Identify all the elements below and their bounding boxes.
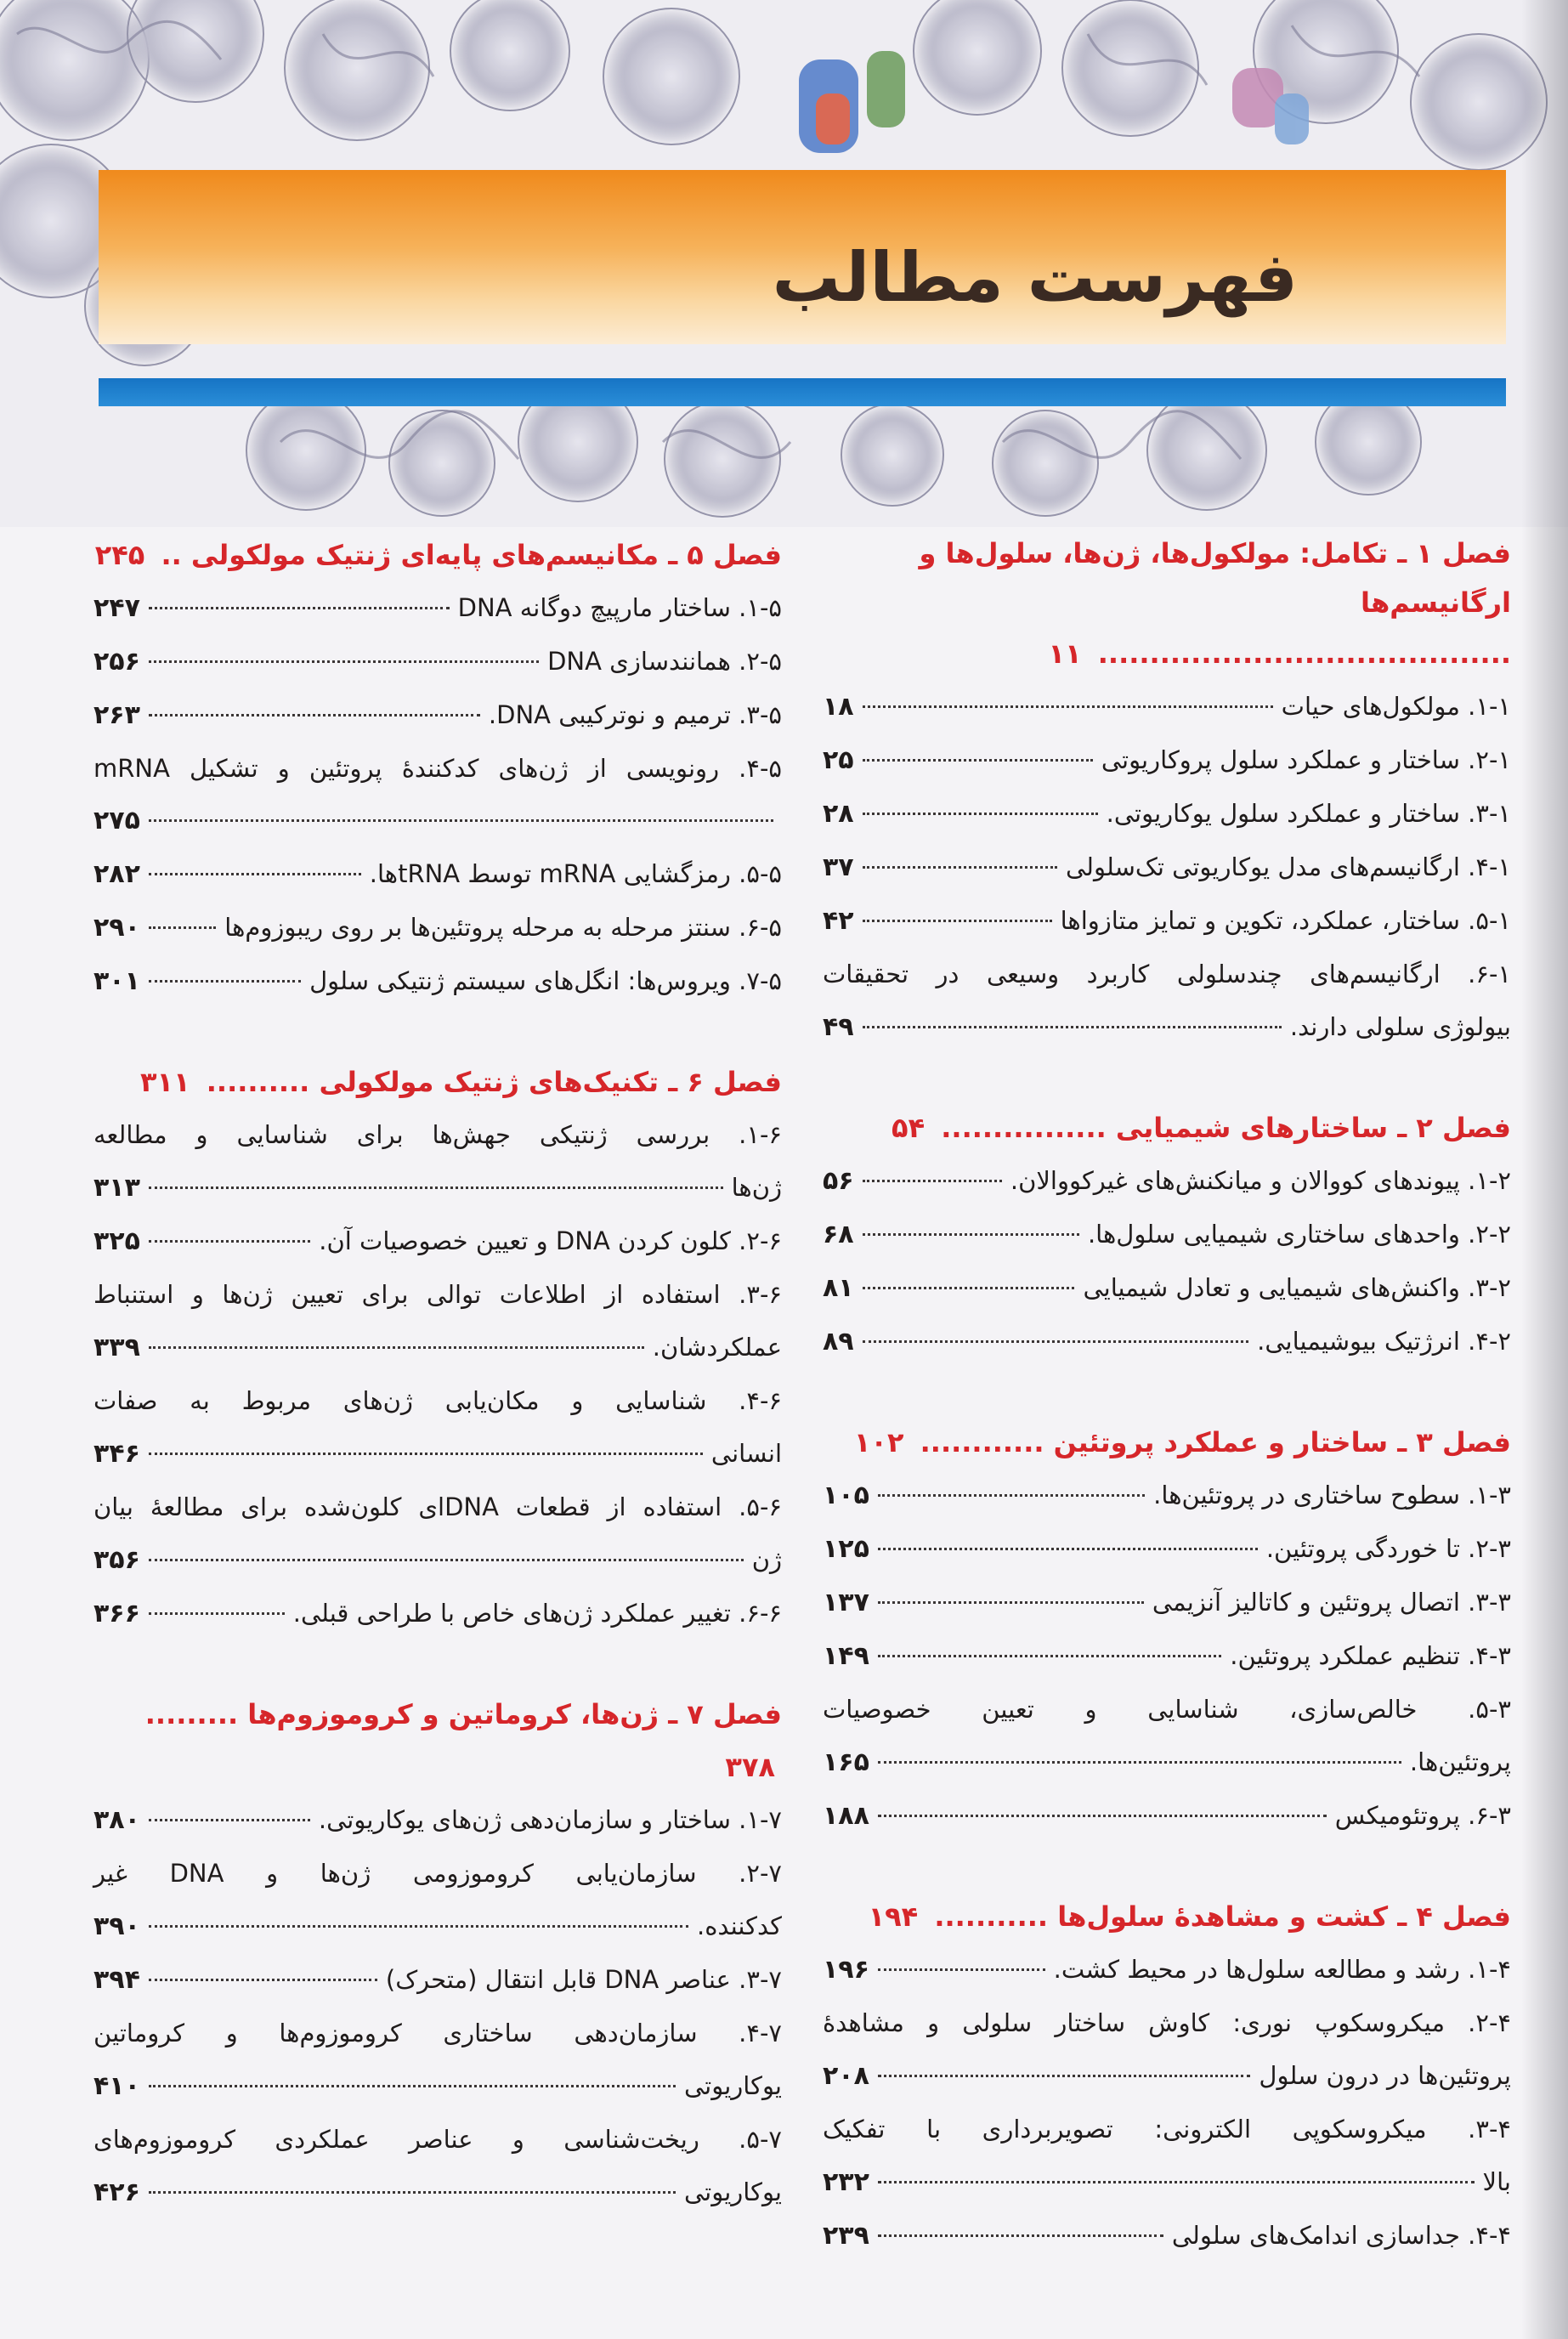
dot-leader: ......... xyxy=(144,1698,239,1730)
entry-page: ۳۷ xyxy=(823,852,854,882)
dot-leader xyxy=(878,1494,1145,1497)
entry-page: ۱۳۷ xyxy=(823,1588,869,1617)
entry-title-cont: یوکاریوتی xyxy=(684,2071,782,2100)
entry-page: ۸۹ xyxy=(823,1327,854,1356)
toc-entry[interactable] xyxy=(93,901,782,954)
dot-leader: .. xyxy=(161,539,182,571)
page-title: فهرست مطالب xyxy=(772,238,1298,317)
entry-title: ۲-۵. همانندسازی DNA xyxy=(547,647,782,676)
entry-title: ۵-۵. رمزگشایی mRNA توسط tRNAها. xyxy=(369,859,782,888)
chapter-page: ۵۴ xyxy=(892,1112,926,1144)
dot-leader: .......... xyxy=(206,1066,310,1098)
dot-leader xyxy=(878,1655,1221,1657)
dot-leader xyxy=(863,920,1052,922)
entry-title: ۶-۱. ارگانیسم‌های چندسلولی کاربرد وسیعی در تحقیقات xyxy=(823,960,1511,988)
toc-entry[interactable] xyxy=(93,1587,782,1640)
chapter-page: ۱۹۴ xyxy=(868,1900,919,1933)
toc-entry[interactable] xyxy=(823,948,1511,1054)
chapter-heading[interactable] xyxy=(93,529,782,581)
entry-title: ۳-۱. ساختار و عملکرد سلول یوکاریوتی. xyxy=(1106,799,1511,828)
entry-page: ۲۸ xyxy=(823,799,854,829)
entry-line2 xyxy=(823,2155,1511,2209)
dot-leader xyxy=(863,1026,1282,1028)
entry-title: ۴-۴. جداسازی اندامک‌های سلولی xyxy=(1171,2221,1511,2250)
entry-page: ۴۹ xyxy=(823,1012,854,1042)
entry-title: ۳-۳. اتصال پروتئین و کاتالیز آنزیمی xyxy=(1152,1588,1511,1617)
chapter-page: ۱۱ xyxy=(1048,637,1082,670)
dot-leader xyxy=(149,1925,688,1928)
entry-page: ۲۸۲ xyxy=(93,859,140,889)
entry-line2 xyxy=(93,1900,782,1953)
chapter-3 xyxy=(823,1416,1511,1843)
dot-leader xyxy=(878,2075,1250,2077)
toc-entry[interactable] xyxy=(823,1154,1511,1208)
dot-leader xyxy=(149,607,450,609)
entry-page: ۳۹۴ xyxy=(93,1965,140,1995)
entry-page: ۳۶۶ xyxy=(93,1599,140,1628)
dot-leader xyxy=(149,1819,310,1821)
entry-title: ۵-۷. ریخت‌شناسی و عناصر عملکردی کروموزوم‌های xyxy=(93,2125,782,2154)
toc-entry[interactable] xyxy=(93,1953,782,2007)
toc-entry[interactable] xyxy=(823,1629,1511,1683)
entry-page: ۱۶۵ xyxy=(823,1747,869,1777)
entry-line2 xyxy=(93,1161,782,1215)
entry-page: ۶۸ xyxy=(823,1220,854,1249)
entry-line2 xyxy=(93,2166,782,2219)
dot-leader xyxy=(878,1968,1045,1971)
dot-leader xyxy=(863,1340,1249,1343)
entry-title: ۲-۴. میکروسکوپ نوری: کاوش ساختار سلولی و مشاهدهٔ xyxy=(823,2008,1511,2037)
toc-entry[interactable] xyxy=(823,733,1511,787)
dot-leader xyxy=(149,714,480,716)
dot-leader xyxy=(149,1979,377,1981)
chapter-title: فصل ۱ ـ تکامل: مولکول‌ها، ژن‌ها، سلول‌ها و ارگانیسم‌ها xyxy=(919,537,1511,619)
entry-title: ۴-۱. ارگانیسم‌های مدل یوکاریوتی تک‌سلولی xyxy=(1066,852,1511,881)
entry-title: ۴-۳. تنظیم عملکرد پروتئین. xyxy=(1230,1641,1511,1670)
dot-leader xyxy=(863,1287,1075,1289)
entry-page: ۱۰۵ xyxy=(823,1481,869,1510)
entry-page: ۱۸۸ xyxy=(823,1801,869,1831)
entry-title: ۶-۵. سنتز مرحله به مرحله پروتئین‌ها بر روی ریبوزوم‌ها xyxy=(224,913,782,942)
toc-entry[interactable] xyxy=(93,2007,782,2113)
dot-leader xyxy=(149,2085,676,2087)
chapter-page-line xyxy=(823,627,1511,680)
entry-page: ۸۱ xyxy=(823,1273,854,1303)
toc-entry[interactable] xyxy=(823,680,1511,733)
dot-leader: ........................................ xyxy=(1097,637,1511,670)
chapter-title: فصل ۷ ـ ژن‌ها، کروماتین و کروموزوم‌ها xyxy=(247,1698,782,1730)
dot-leader xyxy=(149,1346,644,1349)
dot-leader xyxy=(878,1761,1401,1764)
toc-column-right xyxy=(823,529,1511,2310)
toc-entry[interactable] xyxy=(93,1481,782,1587)
dot-leader: ........... xyxy=(934,1900,1049,1933)
chapter-1 xyxy=(823,529,1511,1054)
dot-leader xyxy=(863,1233,1079,1236)
entry-page: ۳۰۱ xyxy=(93,966,140,996)
toc-entry[interactable] xyxy=(823,1996,1511,2103)
title-banner xyxy=(99,170,1506,344)
entry-title: ۷-۵. ویروس‌ها: انگل‌های سیستم ژنتیکی سلول xyxy=(309,966,782,995)
dot-leader xyxy=(149,660,539,663)
entry-title-cont: پروتئین‌ها در درون سلول xyxy=(1259,2061,1511,2090)
toc-entry[interactable] xyxy=(823,1522,1511,1576)
entry-page: ۱۹۶ xyxy=(823,1955,869,1985)
entry-title: ۳-۲. واکنش‌های شیمیایی و تعادل شیمیایی xyxy=(1083,1273,1511,1302)
toc-entry[interactable] xyxy=(93,635,782,688)
chapter-heading[interactable] xyxy=(93,1056,782,1108)
chapter-page: ۳۱۱ xyxy=(140,1066,190,1098)
toc-entry[interactable] xyxy=(823,1576,1511,1629)
toc-entry[interactable] xyxy=(93,954,782,1008)
entry-line2 xyxy=(93,1321,782,1374)
chapter-6 xyxy=(93,1056,782,1640)
entry-title: ۲-۷. سازمان‌یابی کروموزومی ژن‌ها و DNA غیر xyxy=(93,1859,782,1888)
dot-leader xyxy=(878,1601,1144,1604)
entry-title-cont: یوکاریوتی xyxy=(684,2178,782,2206)
entry-title: ۳-۷. عناصر DNA قابل انتقال (متحرک) xyxy=(385,1965,782,1994)
entry-title: ۵-۱. ساختار، عملکرد، تکوین و تمایز متازواها xyxy=(1060,906,1511,935)
entry-page: ۳۹۰ xyxy=(93,1911,140,1941)
chapter-title: فصل ۵ ـ مکانیسم‌های پایه‌ای ژنتیک مولکولی xyxy=(190,539,782,571)
chapter-heading[interactable] xyxy=(823,529,1511,680)
entry-title: ۱-۴. رشد و مطالعه سلول‌ها در محیط کشت. xyxy=(1053,1955,1511,1984)
entry-title: ۱-۶. بررسی ژنتیکی جهش‌ها برای شناسایی و مطالعه xyxy=(93,1120,782,1149)
entry-page: ۴۲ xyxy=(823,906,854,936)
entry-page: ۳۴۶ xyxy=(93,1439,140,1469)
dot-leader xyxy=(878,2181,1475,2183)
toc-entry[interactable] xyxy=(93,742,782,847)
dot-leader xyxy=(878,2234,1163,2237)
dot-leader xyxy=(149,1240,310,1243)
toc-entry[interactable] xyxy=(93,1268,782,1374)
entry-title: ۲-۳. تا خوردگی پروتئین. xyxy=(1265,1534,1511,1563)
entry-page: ۵۶ xyxy=(823,1166,854,1196)
toc-entry[interactable] xyxy=(823,1469,1511,1522)
entry-title: ۴-۶. شناسایی و مکان‌یابی ژن‌های مربوط به صفات xyxy=(93,1386,782,1415)
entry-line2 xyxy=(93,1427,782,1481)
entry-page: ۳۸۰ xyxy=(93,1805,140,1835)
toc-entry[interactable] xyxy=(823,2103,1511,2209)
entry-title-cont: ژن xyxy=(751,1545,782,1574)
entry-line2 xyxy=(93,1533,782,1587)
title-underline-bar xyxy=(99,378,1506,406)
entry-title-cont: کدکننده. xyxy=(697,1911,782,1940)
dot-leader xyxy=(863,705,1273,708)
entry-title: ۳-۶. استفاده از اطلاعات توالی برای تعیین ژن‌ها و استنباط xyxy=(93,1280,782,1309)
entry-page: ۲۰۸ xyxy=(823,2061,869,2091)
entry-title: ۱-۲. پیوندهای کووالان و میانکنش‌های غیرکووالان. xyxy=(1010,1166,1511,1195)
entry-page: ۴۱۰ xyxy=(93,2071,140,2101)
entry-title: ۳-۴. میکروسکوپی الکترونی: تصویربرداری با تفکیک xyxy=(823,2115,1511,2144)
entry-title: ۱-۱. مولکول‌های حیات xyxy=(1281,692,1511,721)
toc-entry[interactable] xyxy=(93,2113,782,2219)
entry-title-cont: بالا xyxy=(1482,2167,1511,2196)
chapter-7 xyxy=(93,1688,782,2219)
chapter-heading[interactable] xyxy=(823,1416,1511,1469)
entry-page: ۳۳۹ xyxy=(93,1333,140,1362)
toc-entry[interactable] xyxy=(823,1789,1511,1843)
dot-leader xyxy=(863,1180,1002,1182)
entry-title: ۴-۵. رونویسی از ژن‌های کدکنندهٔ پروتئین و تشکیل mRNA xyxy=(93,754,782,783)
toc-entry[interactable] xyxy=(93,1215,782,1268)
chapter-5 xyxy=(93,529,782,1008)
page-edge-shadow xyxy=(1521,0,1568,2339)
dot-leader xyxy=(149,873,361,875)
toc-column-left xyxy=(93,529,782,2267)
entry-page: ۲۹۰ xyxy=(93,913,140,943)
entry-title-cont: پروتئین‌ها. xyxy=(1409,1747,1511,1776)
toc-entry[interactable] xyxy=(93,581,782,635)
dot-leader xyxy=(863,813,1098,815)
toc-entry[interactable] xyxy=(823,787,1511,841)
toc-entry[interactable] xyxy=(823,1943,1511,1996)
entry-title-cont: انسانی xyxy=(710,1439,782,1468)
entry-title: ۶-۳. پروتئومیکس xyxy=(1334,1801,1511,1830)
entry-title-cont: عملکردشان. xyxy=(652,1333,782,1362)
entry-page: ۳۵۶ xyxy=(93,1545,140,1575)
dot-leader xyxy=(149,819,773,822)
entry-title-cont: ژن‌ها xyxy=(731,1173,782,1202)
entry-title: ۲-۲. واحدهای ساختاری شیمیایی سلول‌ها. xyxy=(1087,1220,1511,1249)
chapter-heading[interactable] xyxy=(823,1890,1511,1943)
dot-leader xyxy=(149,2191,676,2194)
entry-title-cont: بیولوژی سلولی دارند. xyxy=(1289,1012,1511,1041)
entry-line2 xyxy=(93,795,782,847)
dot-leader xyxy=(149,1559,744,1561)
toc-entry[interactable] xyxy=(823,1208,1511,1261)
entry-page: ۲۷۵ xyxy=(93,806,140,835)
entry-title: ۵-۳. خالص‌سازی، شناسایی و تعیین خصوصیات xyxy=(823,1695,1511,1724)
entry-page: ۲۵ xyxy=(823,745,854,775)
toc-entry[interactable] xyxy=(823,1315,1511,1368)
entry-page: ۲۳۹ xyxy=(823,2221,869,2251)
toc-entry[interactable] xyxy=(93,1108,782,1215)
dot-leader xyxy=(878,1548,1258,1550)
chapter-2 xyxy=(823,1102,1511,1368)
entry-page: ۱۲۵ xyxy=(823,1534,869,1564)
chapter-4 xyxy=(823,1890,1511,2263)
toc-entry[interactable] xyxy=(823,841,1511,894)
entry-line2 xyxy=(93,2059,782,2113)
toc-entry[interactable] xyxy=(93,847,782,901)
chapter-page: ۲۴۵ xyxy=(94,539,145,571)
dot-leader xyxy=(863,866,1057,869)
dot-leader xyxy=(149,1186,723,1189)
dot-leader xyxy=(863,759,1093,762)
dot-leader: ............ xyxy=(920,1426,1044,1458)
chapter-title: فصل ۴ ـ کشت و مشاهدهٔ سلول‌ها xyxy=(1057,1900,1511,1933)
entry-page: ۲۶۳ xyxy=(93,700,140,730)
entry-title: ۱-۳. سطوح ساختاری در پروتئین‌ها. xyxy=(1153,1481,1511,1509)
toc-entry[interactable] xyxy=(823,894,1511,948)
chapter-title: فصل ۶ ـ تکنیک‌های ژنتیک مولکولی xyxy=(319,1066,782,1098)
chapter-page: ۱۰۲ xyxy=(853,1426,904,1458)
dot-leader xyxy=(149,980,301,983)
entry-title: ۴-۲. انرژتیک بیوشیمیایی. xyxy=(1257,1327,1511,1356)
dot-leader xyxy=(149,1612,285,1615)
entry-title: ۵-۶. استفاده از قطعات DNAای کلون‌شده برای مطالعهٔ بیان xyxy=(93,1492,782,1521)
dot-leader xyxy=(149,926,216,929)
chapter-title: فصل ۲ ـ ساختارهای شیمیایی xyxy=(1115,1112,1511,1144)
entry-title: ۶-۶. تغییر عملکرد ژن‌های خاص با طراحی قبلی. xyxy=(292,1599,782,1628)
toc-entry[interactable] xyxy=(823,2209,1511,2263)
toc-entry[interactable] xyxy=(823,1683,1511,1789)
toc-entry[interactable] xyxy=(93,1847,782,1953)
entry-page: ۲۴۷ xyxy=(93,593,140,623)
entry-page: ۲۵۶ xyxy=(93,647,140,677)
entry-line2 xyxy=(823,2049,1511,2103)
chapter-heading[interactable] xyxy=(93,1688,782,1793)
entry-title: ۳-۵. ترمیم و نوترکیبی DNA. xyxy=(488,700,782,729)
entry-page: ۳۱۳ xyxy=(93,1173,140,1203)
chapter-page: ۳۷۸ xyxy=(725,1751,775,1783)
entry-title: ۱-۷. ساختار و سازمان‌دهی ژن‌های یوکاریوتی. xyxy=(318,1805,782,1834)
entry-page: ۳۲۵ xyxy=(93,1226,140,1256)
chapter-title: فصل ۳ ـ ساختار و عملکرد پروتئین xyxy=(1053,1426,1511,1458)
toc-entry[interactable] xyxy=(93,688,782,742)
entry-page: ۴۲۶ xyxy=(93,2178,140,2207)
entry-page: ۱۴۹ xyxy=(823,1641,869,1671)
entry-line2 xyxy=(823,1736,1511,1789)
entry-title: ۲-۶. کلون کردن DNA و تعیین خصوصیات آن. xyxy=(319,1226,782,1255)
entry-title: ۱-۵. ساختار مارپیچ دوگانه DNA xyxy=(457,593,782,622)
entry-page: ۲۳۲ xyxy=(823,2167,869,2197)
dot-leader xyxy=(149,1453,703,1455)
entry-line2 xyxy=(823,1000,1511,1054)
entry-title: ۲-۱. ساختار و عملکرد سلول پروکاریوتی xyxy=(1101,745,1511,774)
entry-title: ۴-۷. سازمان‌دهی ساختاری کروموزوم‌ها و کروماتین xyxy=(93,2019,782,2047)
dot-leader xyxy=(878,1815,1327,1817)
dot-leader: ................ xyxy=(941,1112,1107,1144)
toc-entry[interactable] xyxy=(823,1261,1511,1315)
entry-page: ۱۸ xyxy=(823,692,854,722)
chapter-heading[interactable] xyxy=(823,1102,1511,1154)
toc-entry[interactable] xyxy=(93,1793,782,1847)
toc-entry[interactable] xyxy=(93,1374,782,1481)
